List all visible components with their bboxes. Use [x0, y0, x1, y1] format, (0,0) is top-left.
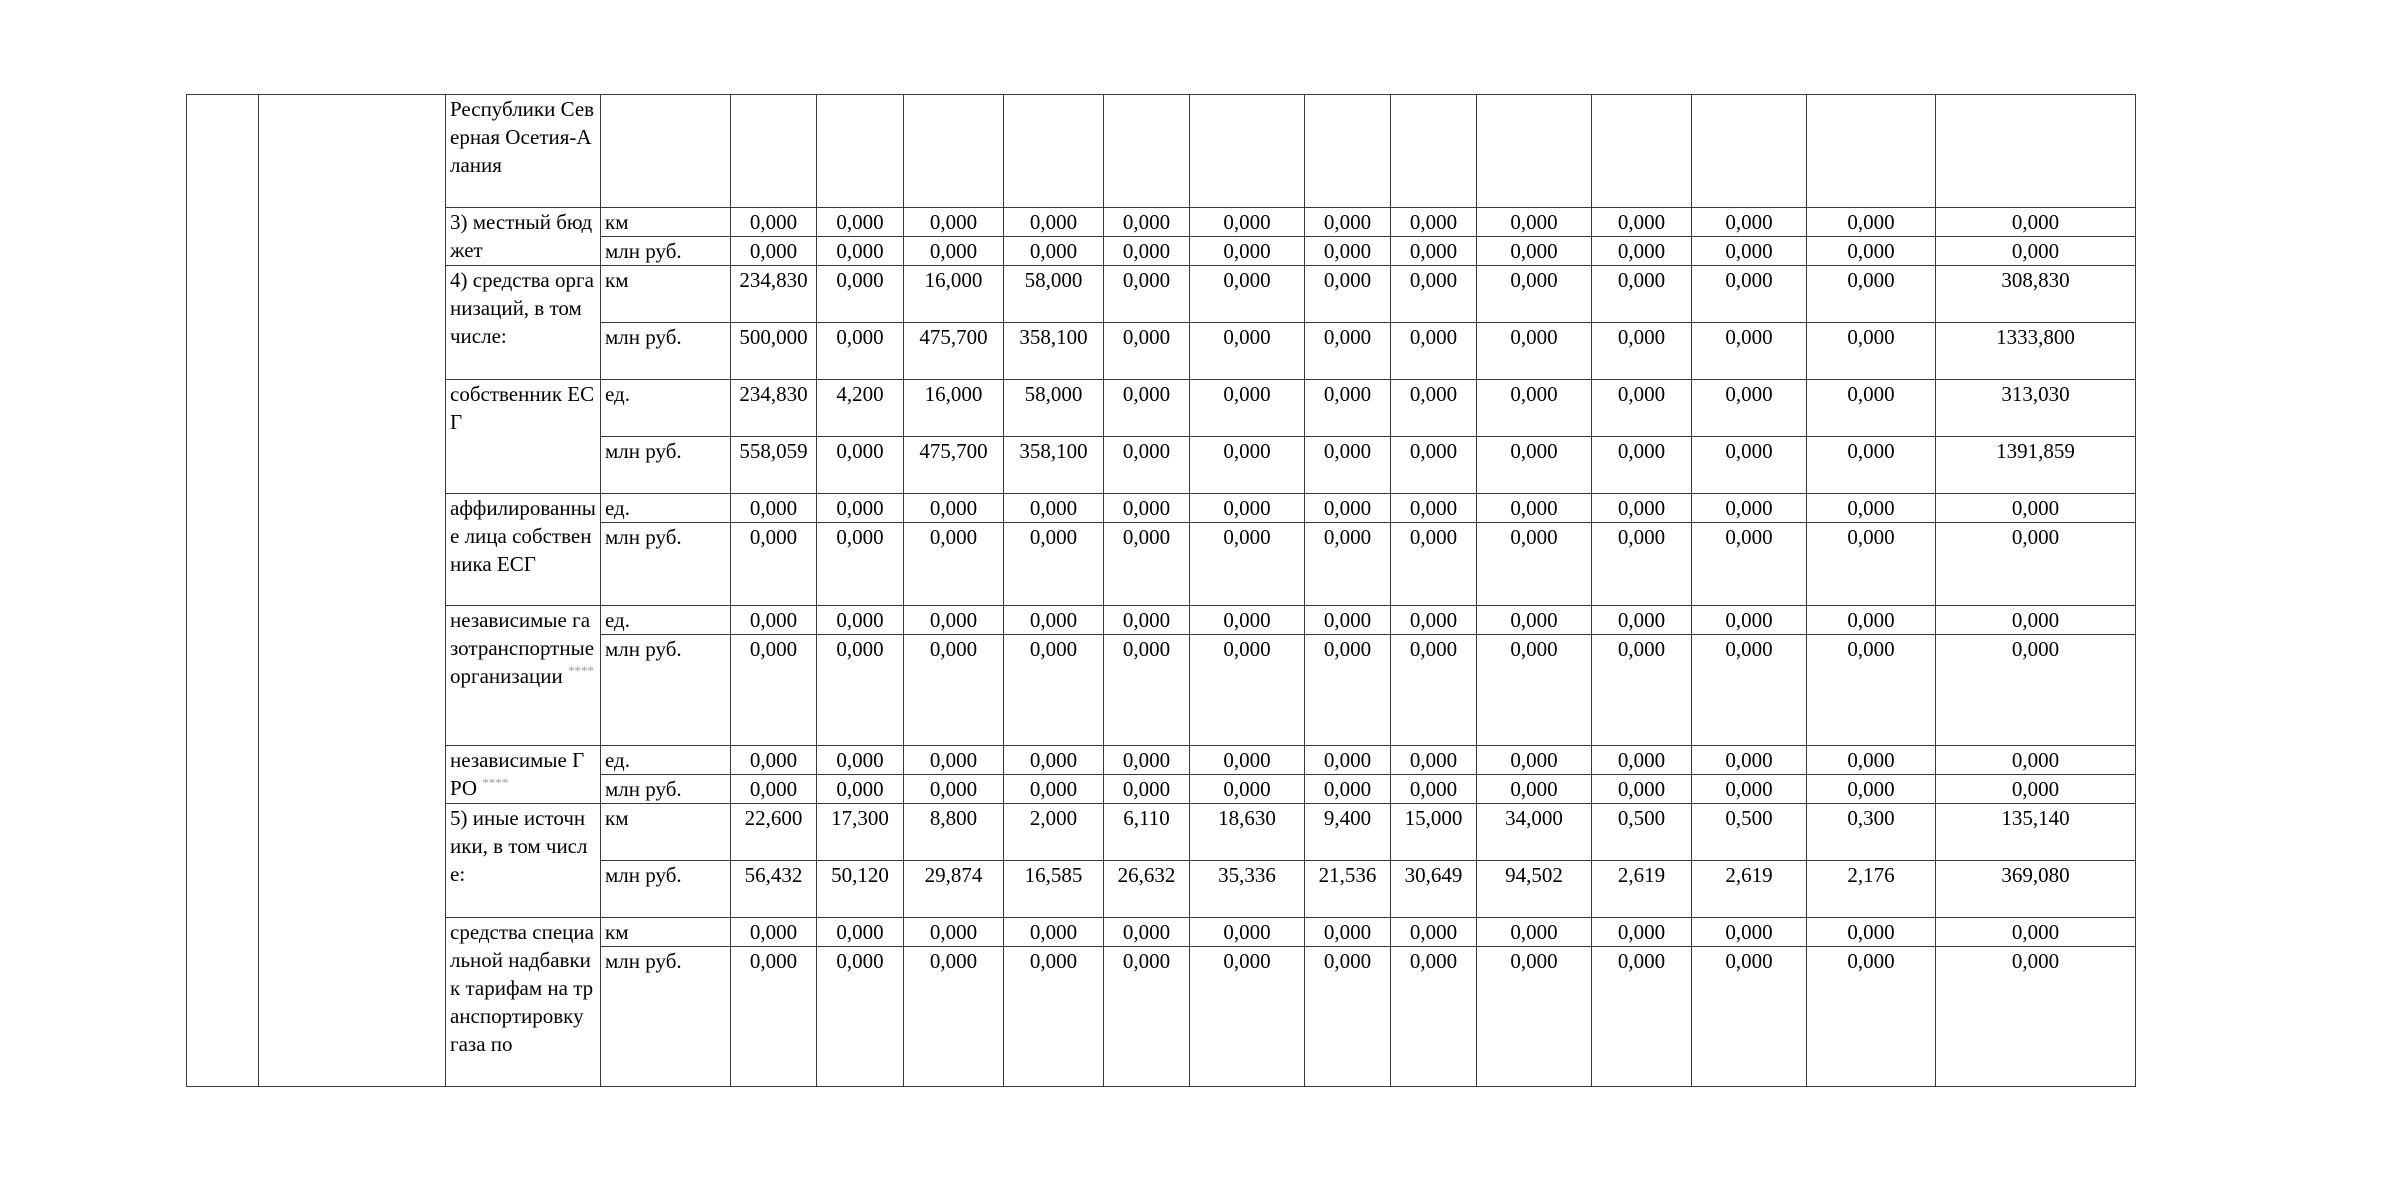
- value-cell: 0,000: [1190, 635, 1305, 746]
- value-cell: 0,000: [1305, 606, 1391, 635]
- table-row: [187, 494, 2136, 523]
- value-cell: 0,000: [1391, 606, 1477, 635]
- value-cell: 0,000: [1592, 635, 1692, 746]
- value-cell: 0,000: [1692, 947, 1807, 1087]
- value-cell: 0,000: [1477, 494, 1592, 523]
- value-cell: 0,000: [1190, 437, 1305, 494]
- value-cell: 0,000: [817, 775, 904, 804]
- value-cell: 0,000: [1190, 775, 1305, 804]
- value-cell: 0,000: [731, 606, 817, 635]
- value-cell: 0,000: [1004, 918, 1104, 947]
- source-label: [446, 380, 601, 494]
- value-cell: 0,000: [1190, 237, 1305, 266]
- value-cell: 0,000: [904, 494, 1004, 523]
- value-cell: [1391, 95, 1477, 208]
- value-cell: 0,000: [1807, 494, 1936, 523]
- value-cell: 0,000: [1807, 266, 1936, 323]
- table-row: [187, 746, 2136, 775]
- value-cell: 0,000: [904, 208, 1004, 237]
- value-cell: 0,000: [1305, 437, 1391, 494]
- value-cell: 56,432: [731, 861, 817, 918]
- value-cell: 0,000: [1104, 323, 1190, 380]
- value-cell: 0,000: [1592, 208, 1692, 237]
- total-cell: 0,000: [1936, 635, 2136, 746]
- value-cell: 29,874: [904, 861, 1004, 918]
- value-cell: 0,000: [1807, 947, 1936, 1087]
- table-body: [187, 95, 2136, 1087]
- value-cell: 0,000: [904, 237, 1004, 266]
- source-label-text: Республики Северная Осетия-Алания: [450, 97, 595, 177]
- value-cell: 0,000: [817, 523, 904, 606]
- value-cell: 0,000: [1004, 947, 1104, 1087]
- value-cell: 0,000: [731, 523, 817, 606]
- value-cell: 0,000: [817, 494, 904, 523]
- value-cell: [817, 95, 904, 208]
- name-cell: [259, 95, 446, 1087]
- value-cell: 0,000: [1592, 437, 1692, 494]
- value-cell: 0,000: [817, 208, 904, 237]
- unit-cell: млн руб.: [601, 635, 731, 746]
- value-cell: 358,100: [1004, 437, 1104, 494]
- source-label-text: 5) иные источники, в том числе:: [450, 806, 588, 886]
- total-cell: 0,000: [1936, 523, 2136, 606]
- value-cell: 0,000: [731, 775, 817, 804]
- value-cell: 0,000: [1190, 606, 1305, 635]
- value-cell: 0,000: [1477, 947, 1592, 1087]
- value-cell: [1190, 95, 1305, 208]
- value-cell: 0,000: [1004, 606, 1104, 635]
- value-cell: 15,000: [1391, 804, 1477, 861]
- value-cell: 0,000: [817, 437, 904, 494]
- value-cell: 475,700: [904, 437, 1004, 494]
- value-cell: 0,000: [1104, 237, 1190, 266]
- value-cell: 16,585: [1004, 861, 1104, 918]
- value-cell: 0,000: [731, 635, 817, 746]
- value-cell: 475,700: [904, 323, 1004, 380]
- value-cell: 0,000: [1807, 208, 1936, 237]
- value-cell: 0,000: [1807, 437, 1936, 494]
- value-cell: 0,000: [1391, 237, 1477, 266]
- value-cell: 0,000: [1807, 323, 1936, 380]
- footnote-mark: ****: [568, 663, 594, 678]
- value-cell: 9,400: [1305, 804, 1391, 861]
- value-cell: 0,000: [731, 208, 817, 237]
- value-cell: 0,000: [1692, 237, 1807, 266]
- value-cell: 0,000: [1692, 523, 1807, 606]
- table-row: [187, 208, 2136, 237]
- unit-cell: [601, 95, 731, 208]
- value-cell: 21,536: [1305, 861, 1391, 918]
- value-cell: 0,000: [1807, 380, 1936, 437]
- unit-cell: ед.: [601, 606, 731, 635]
- value-cell: 0,000: [1692, 437, 1807, 494]
- source-label: [446, 918, 601, 1087]
- value-cell: 0,000: [1592, 523, 1692, 606]
- value-cell: 94,502: [1477, 861, 1592, 918]
- index-cell: [187, 95, 259, 1087]
- total-cell: 0,000: [1936, 775, 2136, 804]
- value-cell: 0,000: [1692, 323, 1807, 380]
- value-cell: 0,000: [1807, 918, 1936, 947]
- source-label-text: 4) средства организаций, в том числе:: [450, 268, 594, 348]
- value-cell: 0,000: [1305, 208, 1391, 237]
- value-cell: 58,000: [1004, 266, 1104, 323]
- table-row: [187, 266, 2136, 323]
- value-cell: 0,000: [1477, 323, 1592, 380]
- value-cell: 0,000: [1692, 918, 1807, 947]
- value-cell: 0,000: [1807, 606, 1936, 635]
- value-cell: 0,000: [1190, 918, 1305, 947]
- value-cell: 0,000: [1391, 947, 1477, 1087]
- value-cell: 6,110: [1104, 804, 1190, 861]
- value-cell: 0,000: [1104, 947, 1190, 1087]
- value-cell: 0,000: [1305, 635, 1391, 746]
- value-cell: 0,000: [1477, 606, 1592, 635]
- value-cell: 0,000: [1391, 523, 1477, 606]
- value-cell: 0,000: [1004, 635, 1104, 746]
- unit-cell: ед.: [601, 380, 731, 437]
- unit-cell: км: [601, 266, 731, 323]
- value-cell: 0,000: [1305, 266, 1391, 323]
- value-cell: 0,000: [904, 606, 1004, 635]
- value-cell: 0,500: [1592, 804, 1692, 861]
- value-cell: 0,000: [1391, 494, 1477, 523]
- value-cell: 50,120: [817, 861, 904, 918]
- value-cell: 0,000: [1692, 494, 1807, 523]
- value-cell: 0,000: [1004, 237, 1104, 266]
- value-cell: 0,000: [1391, 437, 1477, 494]
- value-cell: 0,000: [1692, 746, 1807, 775]
- value-cell: 558,059: [731, 437, 817, 494]
- table-row: [187, 95, 2136, 208]
- value-cell: 2,619: [1592, 861, 1692, 918]
- value-cell: 0,000: [1104, 635, 1190, 746]
- value-cell: [1305, 95, 1391, 208]
- value-cell: 0,000: [731, 237, 817, 266]
- unit-cell: млн руб.: [601, 437, 731, 494]
- value-cell: 234,830: [731, 380, 817, 437]
- value-cell: 0,000: [1004, 208, 1104, 237]
- value-cell: [1592, 95, 1692, 208]
- value-cell: 0,000: [1305, 775, 1391, 804]
- value-cell: [1692, 95, 1807, 208]
- value-cell: 0,000: [904, 746, 1004, 775]
- value-cell: 0,000: [1004, 494, 1104, 523]
- value-cell: 0,000: [1692, 635, 1807, 746]
- unit-cell: млн руб.: [601, 947, 731, 1087]
- value-cell: 0,000: [1004, 775, 1104, 804]
- source-label: [446, 746, 601, 804]
- value-cell: 0,000: [731, 947, 817, 1087]
- value-cell: 0,000: [1104, 918, 1190, 947]
- value-cell: 0,000: [1391, 775, 1477, 804]
- value-cell: 0,000: [731, 746, 817, 775]
- total-cell: 308,830: [1936, 266, 2136, 323]
- unit-cell: км: [601, 208, 731, 237]
- value-cell: 0,000: [1592, 746, 1692, 775]
- value-cell: [1807, 95, 1936, 208]
- source-label-text: независимые газотранспортные организации: [450, 608, 595, 688]
- total-cell: 1333,800: [1936, 323, 2136, 380]
- total-cell: 0,000: [1936, 918, 2136, 947]
- value-cell: 0,000: [817, 635, 904, 746]
- value-cell: 0,000: [1104, 775, 1190, 804]
- unit-cell: млн руб.: [601, 861, 731, 918]
- value-cell: 0,000: [904, 918, 1004, 947]
- value-cell: 0,000: [904, 523, 1004, 606]
- value-cell: 0,000: [904, 635, 1004, 746]
- value-cell: 0,000: [1692, 775, 1807, 804]
- value-cell: 30,649: [1391, 861, 1477, 918]
- value-cell: 0,000: [817, 266, 904, 323]
- value-cell: 16,000: [904, 266, 1004, 323]
- value-cell: [1104, 95, 1190, 208]
- value-cell: 0,000: [1391, 323, 1477, 380]
- value-cell: 0,000: [1305, 947, 1391, 1087]
- source-label-text: средства специальной надбавки к тарифам на транспортировку газа по: [450, 920, 594, 1056]
- value-cell: 2,176: [1807, 861, 1936, 918]
- value-cell: 0,000: [1692, 266, 1807, 323]
- unit-cell: млн руб.: [601, 237, 731, 266]
- table-row: [187, 380, 2136, 437]
- value-cell: 0,000: [1190, 523, 1305, 606]
- value-cell: 0,000: [1391, 918, 1477, 947]
- value-cell: 16,000: [904, 380, 1004, 437]
- value-cell: 0,000: [1592, 266, 1692, 323]
- value-cell: 0,000: [1190, 494, 1305, 523]
- unit-cell: км: [601, 804, 731, 861]
- value-cell: 234,830: [731, 266, 817, 323]
- value-cell: 0,000: [1477, 918, 1592, 947]
- value-cell: 0,000: [1305, 323, 1391, 380]
- source-label: [446, 266, 601, 380]
- table-row: [187, 918, 2136, 947]
- total-cell: 0,000: [1936, 208, 2136, 237]
- value-cell: 0,000: [1391, 635, 1477, 746]
- value-cell: 0,000: [1391, 208, 1477, 237]
- value-cell: 0,000: [1807, 635, 1936, 746]
- value-cell: 0,000: [731, 494, 817, 523]
- value-cell: 0,000: [1104, 746, 1190, 775]
- source-label: [446, 606, 601, 746]
- value-cell: 0,000: [1190, 746, 1305, 775]
- value-cell: 500,000: [731, 323, 817, 380]
- value-cell: 0,000: [817, 947, 904, 1087]
- value-cell: 17,300: [817, 804, 904, 861]
- value-cell: 0,000: [1592, 947, 1692, 1087]
- value-cell: 0,000: [731, 918, 817, 947]
- value-cell: 0,000: [1190, 208, 1305, 237]
- value-cell: 22,600: [731, 804, 817, 861]
- total-cell: 0,000: [1936, 494, 2136, 523]
- value-cell: 0,000: [1004, 746, 1104, 775]
- total-cell: 135,140: [1936, 804, 2136, 861]
- value-cell: 0,000: [1807, 746, 1936, 775]
- value-cell: 0,000: [1807, 523, 1936, 606]
- value-cell: 0,500: [1692, 804, 1807, 861]
- source-label-text: 3) местный бюджет: [450, 210, 593, 262]
- value-cell: 0,000: [1477, 775, 1592, 804]
- total-cell: 369,080: [1936, 861, 2136, 918]
- value-cell: 0,000: [817, 918, 904, 947]
- value-cell: 0,000: [1104, 494, 1190, 523]
- value-cell: 0,000: [1305, 523, 1391, 606]
- source-label: [446, 804, 601, 918]
- value-cell: 0,000: [1592, 380, 1692, 437]
- value-cell: 0,000: [817, 237, 904, 266]
- value-cell: 0,000: [1592, 494, 1692, 523]
- total-cell: 0,000: [1936, 606, 2136, 635]
- value-cell: 2,000: [1004, 804, 1104, 861]
- value-cell: 0,000: [1477, 380, 1592, 437]
- value-cell: [1477, 95, 1592, 208]
- value-cell: 0,000: [1190, 323, 1305, 380]
- footnote-mark: ****: [482, 775, 509, 790]
- value-cell: 0,000: [1592, 918, 1692, 947]
- value-cell: 0,000: [1477, 437, 1592, 494]
- unit-cell: км: [601, 918, 731, 947]
- value-cell: 0,000: [1477, 635, 1592, 746]
- unit-cell: ед.: [601, 494, 731, 523]
- value-cell: 0,000: [1477, 237, 1592, 266]
- source-label-text: собственник ЕСГ: [450, 382, 595, 434]
- value-cell: 0,000: [817, 323, 904, 380]
- value-cell: 0,000: [1477, 208, 1592, 237]
- source-label: [446, 95, 601, 208]
- value-cell: 358,100: [1004, 323, 1104, 380]
- value-cell: 0,000: [1104, 266, 1190, 323]
- source-label: [446, 208, 601, 266]
- unit-cell: ед.: [601, 746, 731, 775]
- value-cell: 0,000: [1305, 918, 1391, 947]
- value-cell: [731, 95, 817, 208]
- value-cell: 0,000: [1104, 437, 1190, 494]
- value-cell: 0,000: [817, 746, 904, 775]
- value-cell: 0,000: [1592, 775, 1692, 804]
- value-cell: 4,200: [817, 380, 904, 437]
- total-cell: 313,030: [1936, 380, 2136, 437]
- value-cell: 0,000: [1807, 237, 1936, 266]
- value-cell: 0,000: [1391, 746, 1477, 775]
- value-cell: 0,000: [1305, 494, 1391, 523]
- value-cell: 0,000: [1305, 380, 1391, 437]
- value-cell: 0,000: [1305, 237, 1391, 266]
- data-table: [186, 94, 2136, 1087]
- value-cell: 0,000: [904, 775, 1004, 804]
- table-row: [187, 804, 2136, 861]
- total-cell: 1391,859: [1936, 437, 2136, 494]
- value-cell: 0,000: [1592, 237, 1692, 266]
- source-label-text: независимые ГРО: [450, 748, 585, 800]
- unit-cell: млн руб.: [601, 523, 731, 606]
- value-cell: 0,000: [1104, 380, 1190, 437]
- value-cell: 2,619: [1692, 861, 1807, 918]
- value-cell: 26,632: [1104, 861, 1190, 918]
- value-cell: 18,630: [1190, 804, 1305, 861]
- total-cell: 0,000: [1936, 947, 2136, 1087]
- value-cell: 0,000: [1004, 523, 1104, 606]
- value-cell: 0,000: [1104, 208, 1190, 237]
- value-cell: 0,000: [1190, 380, 1305, 437]
- value-cell: 0,000: [1692, 380, 1807, 437]
- source-label: [446, 494, 601, 606]
- value-cell: 35,336: [1190, 861, 1305, 918]
- value-cell: 0,000: [1692, 208, 1807, 237]
- value-cell: 0,000: [1190, 947, 1305, 1087]
- value-cell: 58,000: [1004, 380, 1104, 437]
- value-cell: 0,000: [904, 947, 1004, 1087]
- value-cell: 0,000: [1592, 606, 1692, 635]
- table-row: [187, 606, 2136, 635]
- value-cell: 0,000: [1592, 323, 1692, 380]
- total-cell: [1936, 95, 2136, 208]
- unit-cell: млн руб.: [601, 775, 731, 804]
- value-cell: 0,000: [1692, 606, 1807, 635]
- value-cell: 0,300: [1807, 804, 1936, 861]
- total-cell: 0,000: [1936, 237, 2136, 266]
- value-cell: [904, 95, 1004, 208]
- total-cell: 0,000: [1936, 746, 2136, 775]
- value-cell: 8,800: [904, 804, 1004, 861]
- value-cell: 0,000: [1305, 746, 1391, 775]
- value-cell: 0,000: [1391, 266, 1477, 323]
- unit-cell: млн руб.: [601, 323, 731, 380]
- source-label-text: аффилированные лица собственника ЕСГ: [450, 496, 596, 576]
- value-cell: 0,000: [1477, 523, 1592, 606]
- value-cell: [1004, 95, 1104, 208]
- value-cell: 0,000: [1477, 746, 1592, 775]
- value-cell: 34,000: [1477, 804, 1592, 861]
- value-cell: 0,000: [1807, 775, 1936, 804]
- value-cell: 0,000: [1190, 266, 1305, 323]
- value-cell: 0,000: [1104, 606, 1190, 635]
- value-cell: 0,000: [817, 606, 904, 635]
- value-cell: 0,000: [1391, 380, 1477, 437]
- value-cell: 0,000: [1104, 523, 1190, 606]
- value-cell: 0,000: [1477, 266, 1592, 323]
